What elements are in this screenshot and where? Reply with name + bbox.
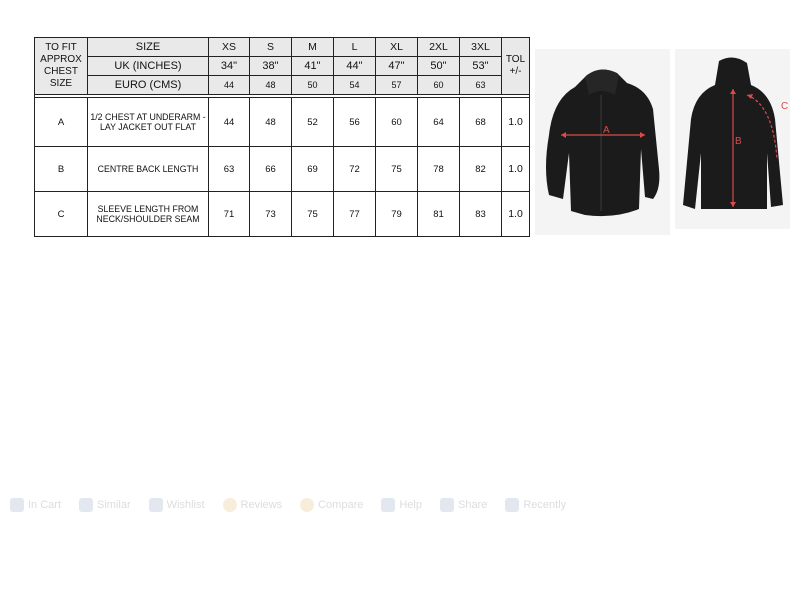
row-value: 81 — [418, 192, 460, 237]
uk-cell: 38" — [250, 57, 292, 76]
table-row — [35, 147, 530, 192]
similar-icon — [79, 498, 93, 512]
measure-label-a: A — [603, 125, 610, 136]
size-xs: XS — [209, 38, 250, 57]
uk-inches-header: UK (INCHES) — [88, 57, 209, 76]
faded-item: Help — [381, 498, 422, 512]
size-s: S — [250, 38, 292, 57]
row-value: 56 — [334, 98, 376, 147]
row-value: 78 — [418, 147, 460, 192]
row-tolerance: 1.0 — [502, 147, 530, 192]
uk-cell: 50" — [418, 57, 460, 76]
faded-toolbar — [0, 485, 800, 525]
row-value: 68 — [460, 98, 502, 147]
share-icon — [440, 498, 454, 512]
compare-icon — [300, 498, 314, 512]
size-2xl: 2XL — [418, 38, 460, 57]
uk-cell: 44" — [334, 57, 376, 76]
row-value: 66 — [250, 147, 292, 192]
row-value: 48 — [250, 98, 292, 147]
uk-cell: 47" — [376, 57, 418, 76]
row-value: 44 — [209, 98, 250, 147]
faded-item: Compare — [300, 498, 363, 512]
row-value: 72 — [334, 147, 376, 192]
measure-label-c: C — [781, 101, 789, 112]
size-l: L — [334, 38, 376, 57]
size-xl: XL — [376, 38, 418, 57]
row-code: B — [35, 147, 88, 192]
faded-item: Recently — [505, 498, 566, 512]
wishlist-icon — [149, 498, 163, 512]
row-code: A — [35, 98, 88, 147]
row-value: 63 — [209, 147, 250, 192]
chest-size-header: TO FIT APPROX CHEST SIZE — [35, 38, 88, 95]
size-m: M — [292, 38, 334, 57]
faded-item: Reviews — [223, 498, 283, 512]
euro-cell: 44 — [209, 76, 250, 95]
cart-icon — [10, 498, 24, 512]
help-icon — [381, 498, 395, 512]
table-row — [35, 192, 530, 237]
faded-item: In Cart — [10, 498, 61, 512]
uk-cell: 41" — [292, 57, 334, 76]
row-value: 71 — [209, 192, 250, 237]
size-chart-table — [34, 37, 530, 237]
euro-cell: 50 — [292, 76, 334, 95]
row-description: CENTRE BACK LENGTH — [88, 147, 209, 192]
row-value: 73 — [250, 192, 292, 237]
row-value: 64 — [418, 98, 460, 147]
row-value: 60 — [376, 98, 418, 147]
uk-cell: 34" — [209, 57, 250, 76]
row-value: 75 — [376, 147, 418, 192]
euro-cms-header: EURO (CMS) — [88, 76, 209, 95]
uk-cell: 53" — [460, 57, 502, 76]
euro-cell: 54 — [334, 76, 376, 95]
tolerance-header: TOL +/- — [502, 38, 530, 95]
size-3xl: 3XL — [460, 38, 502, 57]
row-tolerance: 1.0 — [502, 192, 530, 237]
jacket-front-illustration — [535, 49, 670, 235]
table-row — [35, 98, 530, 147]
euro-cell: 60 — [418, 76, 460, 95]
recent-icon — [505, 498, 519, 512]
row-value: 69 — [292, 147, 334, 192]
jacket-front-image — [535, 49, 670, 235]
faded-item: Share — [440, 498, 487, 512]
row-value: 79 — [376, 192, 418, 237]
row-value: 75 — [292, 192, 334, 237]
size-header: SIZE — [88, 38, 209, 57]
euro-cell: 48 — [250, 76, 292, 95]
faded-item: Similar — [79, 498, 131, 512]
jacket-back-illustration — [675, 49, 790, 229]
row-value: 52 — [292, 98, 334, 147]
row-description: SLEEVE LENGTH FROM NECK/SHOULDER SEAM — [88, 192, 209, 237]
measure-label-b: B — [735, 136, 742, 147]
row-value: 82 — [460, 147, 502, 192]
faded-item: Wishlist — [149, 498, 205, 512]
row-description: 1/2 CHEST AT UNDERARM - LAY JACKET OUT FLAT — [88, 98, 209, 147]
euro-cell: 57 — [376, 76, 418, 95]
reviews-icon — [223, 498, 237, 512]
row-tolerance: 1.0 — [502, 98, 530, 147]
row-code: C — [35, 192, 88, 237]
euro-cell: 63 — [460, 76, 502, 95]
row-value: 77 — [334, 192, 376, 237]
jacket-back-image — [675, 49, 790, 229]
row-value: 83 — [460, 192, 502, 237]
